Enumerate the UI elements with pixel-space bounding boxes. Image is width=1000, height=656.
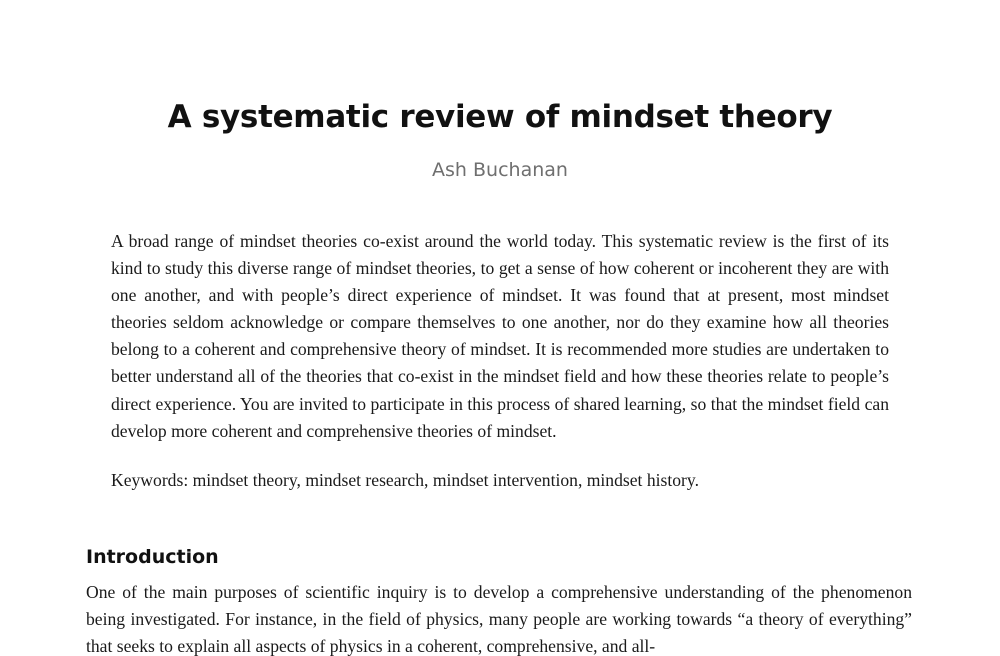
keywords-line: Keywords: mindset theory, mindset research, mindset intervention, mindset history. (111, 470, 699, 490)
paper-title: A systematic review of mindset theory (167, 99, 833, 135)
section-heading-introduction: Introduction (86, 546, 219, 568)
introduction-paragraph: One of the main purposes of scientific inquiry is to develop a comprehensive understanding of the phenomenon being investigated. For instance, in the field of physics, many people are working towards “a theory of everything” that seeks to explain all aspects of physics in a coherent, comprehensive, and all- (86, 582, 912, 656)
abstract-paragraph: A broad range of mindset theories co-exist around the world today. This systematic review is the first of its kind to study this diverse range of mindset theories, to get a sense of how coherent or incoherent they are with one another, and with people’s direct experience of mindset. It was found that at present, most mindset theories seldom acknowledge or compare themselves to one another, nor do they examine how all theories belong to a coherent and comprehensive theory of mindset. It is recommended more studies are undertaken to better understand all of the theories that co-exist in the mindset field and how these theories relate to people’s direct experience. You are invited to participate in this process of shared learning, so that the mindset field can develop more coherent and comprehensive theories of mindset. (111, 231, 889, 441)
paper-author: Ash Buchanan (432, 159, 568, 181)
